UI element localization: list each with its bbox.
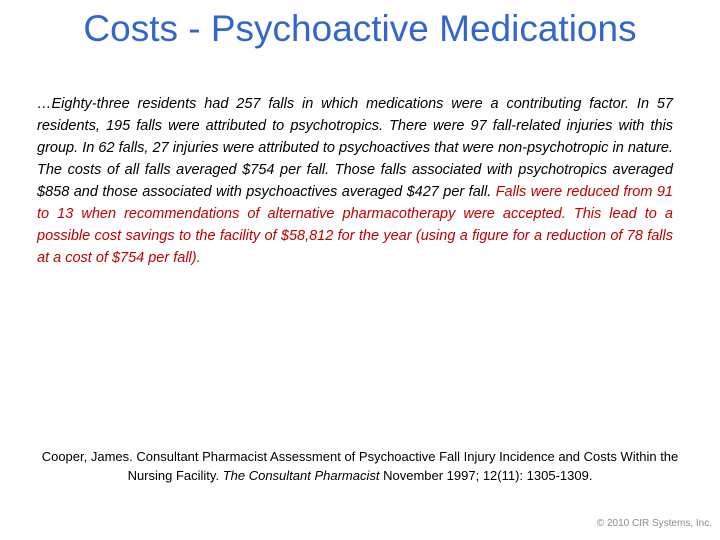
- body-paragraph: [37, 93, 673, 269]
- citation-details: November 1997; 12(11): 1305-1309.: [379, 468, 593, 483]
- slide-title: Costs - Psychoactive Medications: [83, 8, 637, 49]
- body-text-highlight: Falls were reduced from 91 to 13 when recommendations of alternative pharmacotherapy were accepted. This lead to a possible cost savings to the facility of $58,812 for the year (using a figure for a reduction of 78 falls at a cost of $754 per fall).: [37, 184, 673, 266]
- body-text-normal: …Eighty-three residents had 257 falls in which medications were a contributing factor. In 57 residents, 195 falls were attributed to psychotropics. There were 97 fall-related injuries with this group. In 62 falls, 27 injuries were attributed to psychoactives that were non-psychotropic in nature. The costs of all falls averaged $754 per fall. Those falls associated with psychotropics averaged $858 and those associated with psychoactives averaged $427 per fall.: [37, 96, 673, 200]
- copyright-notice: © 2010 CIR Systems, Inc.: [596, 518, 712, 529]
- citation-journal: The Consultant Pharmacist: [222, 468, 380, 483]
- citation: [30, 447, 690, 485]
- citation-authors-title: Cooper, James. Consultant Pharmacist Assessment of Psychoactive Fall Injury Incidence and Costs Within the Nursing Facility.: [41, 449, 679, 483]
